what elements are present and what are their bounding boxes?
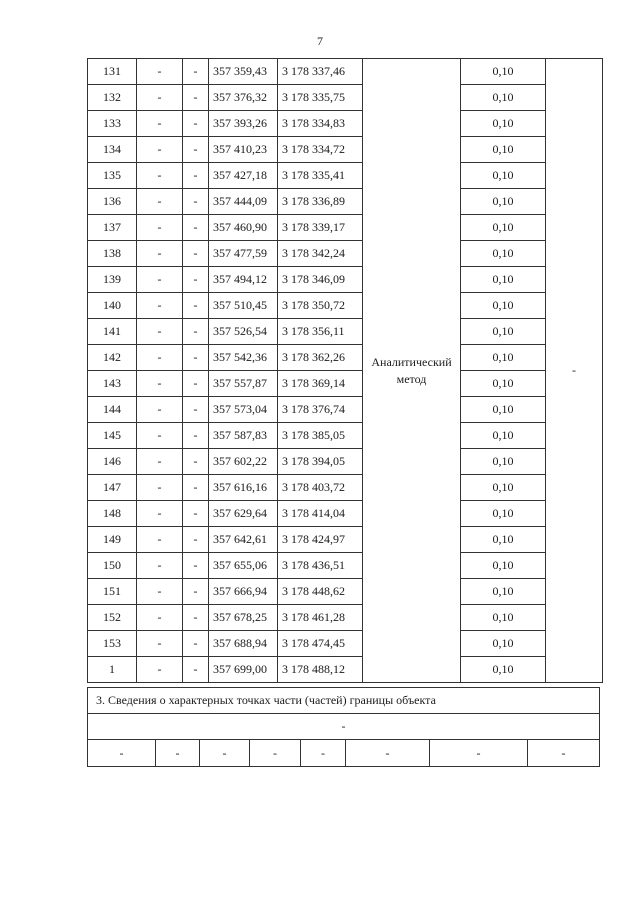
point-number-cell: 152 [88,605,137,631]
dash-cell: - [183,527,209,553]
coord-x-cell: 357 526,54 [209,319,278,345]
table-row [88,553,603,579]
point-number-cell: 134 [88,137,137,163]
coord-y-cell: 3 178 336,89 [278,189,363,215]
accuracy-cell: 0,10 [461,163,546,189]
coord-x-cell: 357 688,94 [209,631,278,657]
section-3-cell: - [301,740,346,767]
accuracy-cell: 0,10 [461,137,546,163]
coord-x-cell: 357 557,87 [209,371,278,397]
accuracy-cell: 0,10 [461,215,546,241]
section-3-cell: - [430,740,528,767]
section-3-empty-cell: - [88,714,600,740]
dash-cell: - [183,449,209,475]
accuracy-cell: 0,10 [461,345,546,371]
dash-cell: - [183,85,209,111]
coord-y-cell: 3 178 403,72 [278,475,363,501]
coord-y-cell: 3 178 461,28 [278,605,363,631]
dash-cell: - [183,475,209,501]
point-number-cell: 133 [88,111,137,137]
accuracy-cell: 0,10 [461,111,546,137]
section-3-cell: - [200,740,250,767]
dash-cell: - [137,163,183,189]
dash-cell: - [137,59,183,85]
coord-y-cell: 3 178 424,97 [278,527,363,553]
point-number-cell: 137 [88,215,137,241]
table-row [88,215,603,241]
section-3-table [87,687,600,767]
dash-cell: - [137,241,183,267]
dash-cell: - [183,345,209,371]
dash-cell: - [183,241,209,267]
dash-cell: - [137,605,183,631]
dash-cell: - [137,631,183,657]
point-number-cell: 149 [88,527,137,553]
point-number-cell: 139 [88,267,137,293]
dash-cell: - [137,553,183,579]
dash-cell: - [137,371,183,397]
coord-y-cell: 3 178 335,41 [278,163,363,189]
coord-y-cell: 3 178 346,09 [278,267,363,293]
coord-x-cell: 357 510,45 [209,293,278,319]
dash-cell: - [183,293,209,319]
coord-x-cell: 357 542,36 [209,345,278,371]
coord-y-cell: 3 178 448,62 [278,579,363,605]
dash-cell: - [183,631,209,657]
point-number-cell: 148 [88,501,137,527]
coord-x-cell: 357 629,64 [209,501,278,527]
coord-x-cell: 357 460,90 [209,215,278,241]
accuracy-cell: 0,10 [461,267,546,293]
section-3-title: 3. Сведения о характерных точках части (частей) границы объекта [88,688,600,714]
dash-cell: - [183,423,209,449]
coord-y-cell: 3 178 376,74 [278,397,363,423]
point-number-cell: 145 [88,423,137,449]
coord-x-cell: 357 678,25 [209,605,278,631]
dash-cell: - [183,319,209,345]
point-number-cell: 153 [88,631,137,657]
dash-cell: - [137,293,183,319]
coord-y-cell: 3 178 342,24 [278,241,363,267]
dash-cell: - [137,501,183,527]
coord-x-cell: 357 477,59 [209,241,278,267]
accuracy-cell: 0,10 [461,657,546,683]
table-row [88,267,603,293]
coord-x-cell: 357 666,94 [209,579,278,605]
dash-cell: - [183,397,209,423]
table-row [88,163,603,189]
table-row [88,579,603,605]
point-number-cell: 144 [88,397,137,423]
dash-cell: - [183,605,209,631]
coord-y-cell: 3 178 488,12 [278,657,363,683]
point-number-cell: 136 [88,189,137,215]
point-number-cell: 141 [88,319,137,345]
coord-x-cell: 357 410,23 [209,137,278,163]
table-row [88,475,603,501]
point-number-cell: 138 [88,241,137,267]
coord-x-cell: 357 393,26 [209,111,278,137]
dash-cell: - [183,579,209,605]
table-row [88,293,603,319]
coord-y-cell: 3 178 474,45 [278,631,363,657]
coord-y-cell: 3 178 362,26 [278,345,363,371]
coord-y-cell: 3 178 414,04 [278,501,363,527]
dash-cell: - [137,215,183,241]
coord-y-cell: 3 178 385,05 [278,423,363,449]
accuracy-cell: 0,10 [461,449,546,475]
section-3-cell: - [346,740,430,767]
coord-x-cell: 357 359,43 [209,59,278,85]
dash-cell: - [137,189,183,215]
table-row [88,319,603,345]
section-3-cell: - [528,740,600,767]
dash-cell: - [183,215,209,241]
accuracy-cell: 0,10 [461,423,546,449]
accuracy-cell: 0,10 [461,579,546,605]
dash-cell: - [137,267,183,293]
point-number-cell: 143 [88,371,137,397]
dash-cell: - [183,111,209,137]
coord-y-cell: 3 178 356,11 [278,319,363,345]
table-row [88,449,603,475]
dash-cell: - [183,267,209,293]
table-row [88,241,603,267]
method-cell: Аналитический метод [363,59,461,683]
coord-x-cell: 357 655,06 [209,553,278,579]
table-row [88,423,603,449]
table-row [88,501,603,527]
table-row [88,137,603,163]
coord-x-cell: 357 602,22 [209,449,278,475]
accuracy-cell: 0,10 [461,605,546,631]
coord-y-cell: 3 178 339,17 [278,215,363,241]
dash-cell: - [137,579,183,605]
section-3-cell: - [88,740,156,767]
coord-y-cell: 3 178 436,51 [278,553,363,579]
coord-y-cell: 3 178 350,72 [278,293,363,319]
point-number-cell: 1 [88,657,137,683]
coord-x-cell: 357 699,00 [209,657,278,683]
coord-x-cell: 357 376,32 [209,85,278,111]
page-number: 7 [317,34,323,48]
dash-cell: - [137,345,183,371]
accuracy-cell: 0,10 [461,631,546,657]
point-number-cell: 132 [88,85,137,111]
coord-x-cell: 357 616,16 [209,475,278,501]
accuracy-cell: 0,10 [461,371,546,397]
accuracy-cell: 0,10 [461,553,546,579]
dash-cell: - [183,189,209,215]
section-3-cell: - [250,740,301,767]
point-number-cell: 131 [88,59,137,85]
coord-y-cell: 3 178 335,75 [278,85,363,111]
coord-x-cell: 357 573,04 [209,397,278,423]
dash-cell: - [183,501,209,527]
coord-y-cell: 3 178 394,05 [278,449,363,475]
table-row [88,371,603,397]
table-row [88,527,603,553]
coord-y-cell: 3 178 369,14 [278,371,363,397]
table-row [88,397,603,423]
dash-cell: - [137,397,183,423]
dash-cell: - [137,111,183,137]
dash-cell: - [183,657,209,683]
coord-x-cell: 357 587,83 [209,423,278,449]
dash-cell: - [137,85,183,111]
table-row [88,605,603,631]
point-number-cell: 140 [88,293,137,319]
table-row [88,189,603,215]
point-number-cell: 135 [88,163,137,189]
coord-y-cell: 3 178 334,72 [278,137,363,163]
dash-cell: - [137,423,183,449]
table-row [88,85,603,111]
coord-y-cell: 3 178 334,83 [278,111,363,137]
dash-cell: - [137,657,183,683]
coord-x-cell: 357 444,09 [209,189,278,215]
coord-x-cell: 357 494,12 [209,267,278,293]
accuracy-cell: 0,10 [461,241,546,267]
coord-x-cell: 357 642,61 [209,527,278,553]
accuracy-cell: 0,10 [461,397,546,423]
accuracy-cell: 0,10 [461,189,546,215]
accuracy-cell: 0,10 [461,501,546,527]
dash-cell: - [137,449,183,475]
description-cell: - [546,59,603,683]
accuracy-cell: 0,10 [461,293,546,319]
dash-cell: - [183,371,209,397]
dash-cell: - [183,137,209,163]
table-row [88,59,603,85]
accuracy-cell: 0,10 [461,85,546,111]
table-row [88,111,603,137]
point-number-cell: 147 [88,475,137,501]
point-number-cell: 146 [88,449,137,475]
table-row [88,345,603,371]
coord-y-cell: 3 178 337,46 [278,59,363,85]
point-number-cell: 150 [88,553,137,579]
dash-cell: - [137,319,183,345]
accuracy-cell: 0,10 [461,319,546,345]
dash-cell: - [183,163,209,189]
coordinates-table [87,58,603,683]
table-row [88,631,603,657]
dash-cell: - [137,137,183,163]
dash-cell: - [137,475,183,501]
section-3-cell: - [156,740,200,767]
point-number-cell: 142 [88,345,137,371]
accuracy-cell: 0,10 [461,59,546,85]
accuracy-cell: 0,10 [461,527,546,553]
accuracy-cell: 0,10 [461,475,546,501]
point-number-cell: 151 [88,579,137,605]
dash-cell: - [137,527,183,553]
dash-cell: - [183,553,209,579]
coord-x-cell: 357 427,18 [209,163,278,189]
table-row [88,657,603,683]
dash-cell: - [183,59,209,85]
